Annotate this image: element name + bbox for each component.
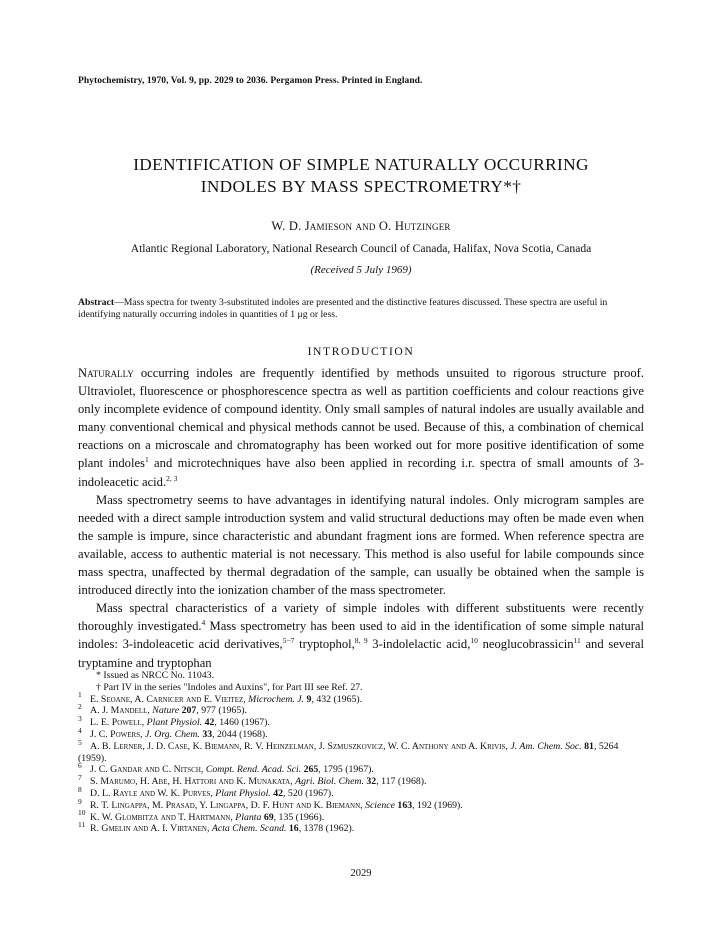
reference-volume: 163	[394, 799, 413, 811]
reference-details: , 135 (1966).	[273, 811, 325, 823]
abstract-label: Abstract	[78, 297, 115, 308]
paragraph-2: Mass spectrometry seems to have advantages in identifying natural indoles. Only microgram samples are needed with a direct sample introduction system and valid structural deductions may often be made even when the sample is impure, since characteristic and abundant fragment ions are formed. When reference spectra are available, access to authentic material is not necessary. This method is also useful for labile compounds since mass spectra, unaffected by thermal degradation of the sample, can usually be obtained when the sample is introduced directly into the ionization chamber of the mass spectrometer.	[78, 492, 644, 598]
footnotes-and-references	[78, 670, 644, 835]
reference-journal: Plant Physiol.	[215, 787, 271, 799]
reference-item: 11 R. Gmelin and A. I. Virtanen, Acta Chem. Scand. 16, 1378 (1962).	[78, 820, 355, 835]
reference-journal: Plant Physiol.	[146, 717, 203, 729]
citation-ref: 1	[144, 455, 149, 465]
reference-journal: Acta Chem. Scand.	[211, 823, 287, 835]
citation-ref: 5−7	[282, 636, 295, 646]
reference-authors: R. T. Lingappa, M. Prasad, Y. Lingappa, D. F. Hunt and K. Biemann,	[90, 799, 366, 811]
reference-details: , 2044 (1968).	[212, 728, 268, 740]
footnote: † Part IV in the series "Indoles and Auxins", for Part III see Ref. 27.	[96, 681, 363, 693]
reference-authors: D. L. Rayle and W. K. Purves,	[90, 787, 216, 799]
reference-details: , 1460 (1967).	[214, 717, 270, 729]
reference-volume: 42	[202, 717, 215, 729]
reference-authors: E. Seoane, A. Carnicer and E. Vieitez,	[90, 693, 249, 705]
paragraph-3	[78, 599, 644, 671]
paragraph-3-text-d: 3-indolelactic acid,	[367, 637, 471, 652]
reference-volume: 69	[261, 811, 274, 823]
reference-journal: Nature	[152, 705, 180, 717]
reference-volume: 42	[270, 787, 284, 799]
reference-journal: Science	[365, 799, 395, 811]
reference-authors: L. E. Powell,	[90, 717, 147, 729]
reference-journal: Compt. Rend. Acad. Sci.	[205, 764, 302, 776]
reference-item: 2 A. J. Mandell, Nature 207, 977 (1965).	[78, 702, 247, 717]
paragraph-3-text-e: neoglucobrassicin	[477, 637, 574, 652]
reference-details: , 192 (1969).	[412, 799, 463, 811]
reference-details: , 117 (1968).	[376, 776, 427, 788]
citation-ref: 10	[470, 636, 478, 646]
reference-journal: J. Am. Chem. Soc.	[510, 740, 582, 752]
citation-ref: 11	[573, 636, 581, 646]
citation-ref: 2, 3	[166, 473, 178, 483]
reference-journal: J. Org. Chem.	[145, 728, 200, 740]
reference-item: 9 R. T. Lingappa, M. Prasad, Y. Lingappa, D. F. Hunt and K. Biemann, Science 163, 192 (1969).	[78, 796, 463, 811]
reference-details: , 1378 (1962).	[298, 823, 355, 835]
affiliation: Atlantic Regional Laboratory, National Research Council of Canada, Halifax, Nova Scotia, Canada	[130, 242, 592, 255]
abstract-text: —Mass spectra for twenty 3-substituted indoles are presented and the distinctive features discussed. These spectra are useful in identifying naturally occurring indoles in quantities of 1 μg or less.	[78, 297, 608, 321]
reference-journal: Agri. Biol. Chem.	[295, 776, 364, 788]
reference-volume: 9	[304, 693, 312, 705]
reference-volume: 32	[363, 776, 377, 788]
reference-item: 7 S. Marumo, H. Abe, H. Hattori and K. Munakata, Agri. Biol. Chem. 32, 117 (1968).	[78, 772, 427, 788]
reference-details: , 432 (1965).	[311, 693, 363, 705]
reference-authors: K. W. Glombitza and T. Hartmann,	[90, 811, 236, 823]
article-title-line-2: INDOLES BY MASS SPECTROMETRY*†	[200, 177, 522, 196]
reference-item: 4 J. C. Powers, J. Org. Chem. 33, 2044 (1968).	[78, 725, 268, 740]
reference-details: , 5264 (1959).	[78, 740, 619, 764]
reference-item: 1 E. Seoane, A. Carnicer and E. Vieitez, Microchem. J. 9, 432 (1965).	[78, 690, 363, 705]
reference-item: 5 A. B. Lerner, J. D. Case, K. Biemann, R. V. Heinzelman, J. Szmuszkovicz, W. C. Anthony and A. Krivis, J. Am. Chem. Soc. 81, 5264 (1959).	[78, 737, 619, 764]
section-heading-introduction: INTRODUCTION	[307, 345, 415, 358]
citation-ref: 4	[201, 618, 206, 628]
reference-volume: 265	[301, 764, 319, 776]
journal-citation-line: Phytochemistry, 1970, Vol. 9, pp. 2029 to 2036. Pergamon Press. Printed in England.	[78, 76, 423, 86]
paragraph-1-lead: Naturally	[78, 366, 134, 380]
paragraph-3-text-f: and several tryptamine and tryptophan	[78, 637, 645, 670]
reference-volume: 207	[179, 705, 197, 717]
reference-item: 6 J. C. Gandar and C. Nitsch, Compt. Rend. Acad. Sci. 265, 1795 (1967).	[78, 761, 374, 776]
paragraph-1	[78, 364, 644, 491]
reference-volume: 16	[286, 823, 299, 835]
reference-authors: A. B. Lerner, J. D. Case, K. Biemann, R. V. Heinzelman, J. Szmuszkovicz, W. C. Anthony and A. Krivis,	[90, 740, 511, 752]
received-date: (Received 5 July 1969)	[310, 264, 412, 276]
reference-authors: J. C. Gandar and C. Nitsch,	[90, 764, 206, 776]
article-title	[78, 154, 644, 198]
reference-details: , 977 (1965).	[196, 705, 247, 717]
reference-journal: Microchem. J.	[248, 693, 305, 705]
reference-authors: S. Marumo, H. Abe, H. Hattori and K. Munakata,	[90, 776, 296, 788]
reference-details: , 1795 (1967).	[318, 764, 374, 776]
reference-volume: 33	[199, 728, 213, 740]
reference-item: 8 D. L. Rayle and W. K. Purves, Plant Physiol. 42, 520 (1967).	[78, 784, 334, 799]
reference-authors: R. Gmelin and A. I. Virtanen,	[90, 823, 212, 835]
paragraph-1-text-a: occurring indoles are frequently identified by methods unsuited to rigorous structure proof. Ultraviolet, fluorescence or phosphorescence spectra as well as partition coefficients and colour reactions give only incomplete evidence of compound identity. Only small samples of natural indoles are usually available and many conventional chemical and physical methods cannot be used. Because of this, a combination of chemical reactions on a microscale and chromatography has been worked out for more positive identification of some plant indoles	[78, 366, 644, 471]
reference-volume: 81	[581, 740, 594, 752]
reference-authors: A. J. Mandell,	[90, 705, 153, 717]
paragraph-3-text-a: Mass spectral characteristics of a variety of simple indoles with different substituents were recently thoroughly investigated.	[78, 601, 644, 634]
citation-ref: 8, 9	[354, 636, 368, 646]
paragraph-1-text-b: and microtechniques have also been applied in recording i.r. spectra of small amounts of 3-indoleacetic acid.	[78, 456, 644, 489]
reference-journal: Planta	[235, 811, 262, 823]
paragraph-3-text-c: tryptophol,	[294, 637, 355, 652]
abstract	[78, 297, 644, 322]
article-title-line-1: IDENTIFICATION OF SIMPLE NATURALLY OCCURRING	[133, 155, 589, 174]
page-number: 2029	[350, 868, 372, 879]
body-text	[78, 364, 644, 672]
reference-details: , 520 (1967).	[283, 787, 334, 799]
authors: W. D. Jamieson and O. Hutzinger	[271, 219, 451, 233]
paragraph-3-text-b: Mass spectrometry has been used to aid in the identification of some simple natural indoles: 3-indoleacetic acid derivatives,	[78, 619, 644, 652]
reference-item: 10 K. W. Glombitza and T. Hartmann, Planta 69, 135 (1966).	[78, 808, 325, 823]
footnote: * Issued as NRCC No. 11043.	[96, 670, 215, 681]
reference-item: 3 L. E. Powell, Plant Physiol. 42, 1460 (1967).	[78, 713, 270, 729]
reference-authors: J. C. Powers,	[90, 728, 145, 740]
